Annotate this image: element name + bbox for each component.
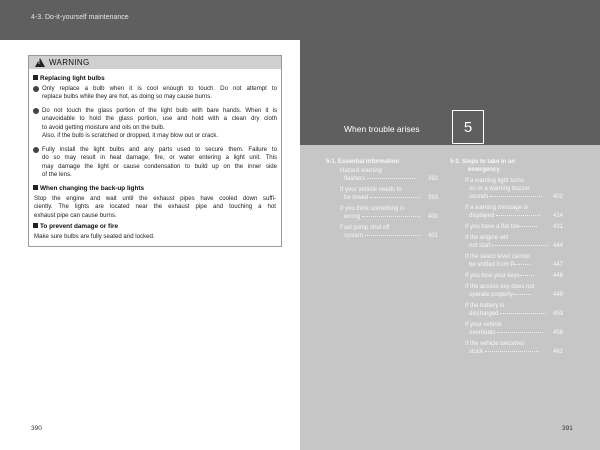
bullet-dot-icon xyxy=(33,147,39,153)
toc-entry[interactable]: If a warning message is displayed 414 xyxy=(465,205,563,219)
toc-section-heading[interactable]: 5-2. Steps to take in an emergency xyxy=(450,159,516,173)
warning-paragraph: Stop the engine and wait until the exhaust pipes have cooled down suffi- ciently. The lights are located near the exhaust pipe and touching a hot exhaust pipe can cause burns. xyxy=(34,195,276,219)
chapter-title: When trouble arises xyxy=(344,124,420,134)
square-bullet-icon xyxy=(33,75,38,80)
toc-entry[interactable]: If your vehicle needs to be towed 393 xyxy=(340,187,438,201)
page-number-right: 391 xyxy=(562,425,573,432)
warning-header xyxy=(29,56,281,69)
toc-entry[interactable]: If your vehicle overheats 458 xyxy=(465,322,563,336)
toc-entry[interactable]: If you think something is wrong 400 xyxy=(340,206,438,220)
warning-bullet: Only replace a bulb when it is cool enough to touch. Do not attempt to replace bulbs while they are hot, as doing so may cause burns. xyxy=(33,85,277,102)
toc-entry[interactable]: If you lose your keys 448 xyxy=(465,273,563,279)
chapter-number-tab xyxy=(452,110,484,144)
warning-section-heading: Replacing light bulbs xyxy=(33,75,105,82)
toc-entry[interactable]: Fuel pump shut off system 401 xyxy=(340,225,438,239)
chapter-header-bar xyxy=(300,0,600,145)
toc-entry[interactable]: If a warning light turns on or a warning buzzer sounds 402 xyxy=(465,178,563,200)
chapter-number: 5 xyxy=(463,119,473,136)
warning-triangle-icon: ! xyxy=(35,58,45,67)
page-number-left: 390 xyxy=(31,425,42,432)
warning-paragraph: Make sure bulbs are fully seated and locked. xyxy=(34,233,155,240)
toc-entry[interactable]: If the access key does not operate properly 449 xyxy=(465,284,563,298)
warning-title: WARNING xyxy=(49,58,90,67)
toc-entry[interactable]: If the battery is discharged 453 xyxy=(465,303,563,317)
toc-entry[interactable]: If the vehicle becomes stuck 461 xyxy=(465,341,563,355)
section-header-bar xyxy=(0,0,300,40)
square-bullet-icon xyxy=(33,185,38,190)
warning-section-heading: When changing the back-up lights xyxy=(33,185,144,192)
toc-entry[interactable]: If you have a flat tire 431 xyxy=(465,224,563,230)
warning-bullet: Fully install the light bulbs and any parts used to secure them. Failure to do so may result in heat damage, fire, or water entering a light unit. This may damage the light or cause condensation to build up on the inner side of the lens. xyxy=(33,146,277,180)
warning-box xyxy=(28,55,282,247)
toc-entry[interactable]: Hazard warning flashers 392 xyxy=(340,168,438,182)
section-header-title: 4-3. Do-it-yourself maintenance xyxy=(31,14,129,21)
toc-section-heading[interactable]: 5-1. Essential information xyxy=(326,159,400,165)
bullet-dot-icon xyxy=(33,108,39,114)
toc-entry[interactable]: If the engine will not start 444 xyxy=(465,235,563,249)
bullet-dot-icon xyxy=(33,86,39,92)
square-bullet-icon xyxy=(33,223,38,228)
warning-bullet: Do not touch the glass portion of the light bulb with bare hands. When it is unavoidable to hold the glass portion, use and hold with a clean dry cloth to avoid getting moisture and oils on the bulb. Also, if the bulb is scratched or dropped, it may blow out or crack. xyxy=(33,107,277,141)
right-page xyxy=(300,0,600,450)
toc-entry[interactable]: If the select lever cannot be shifted from P 447 xyxy=(465,254,563,268)
warning-section-heading: To prevent damage or fire xyxy=(33,223,118,230)
